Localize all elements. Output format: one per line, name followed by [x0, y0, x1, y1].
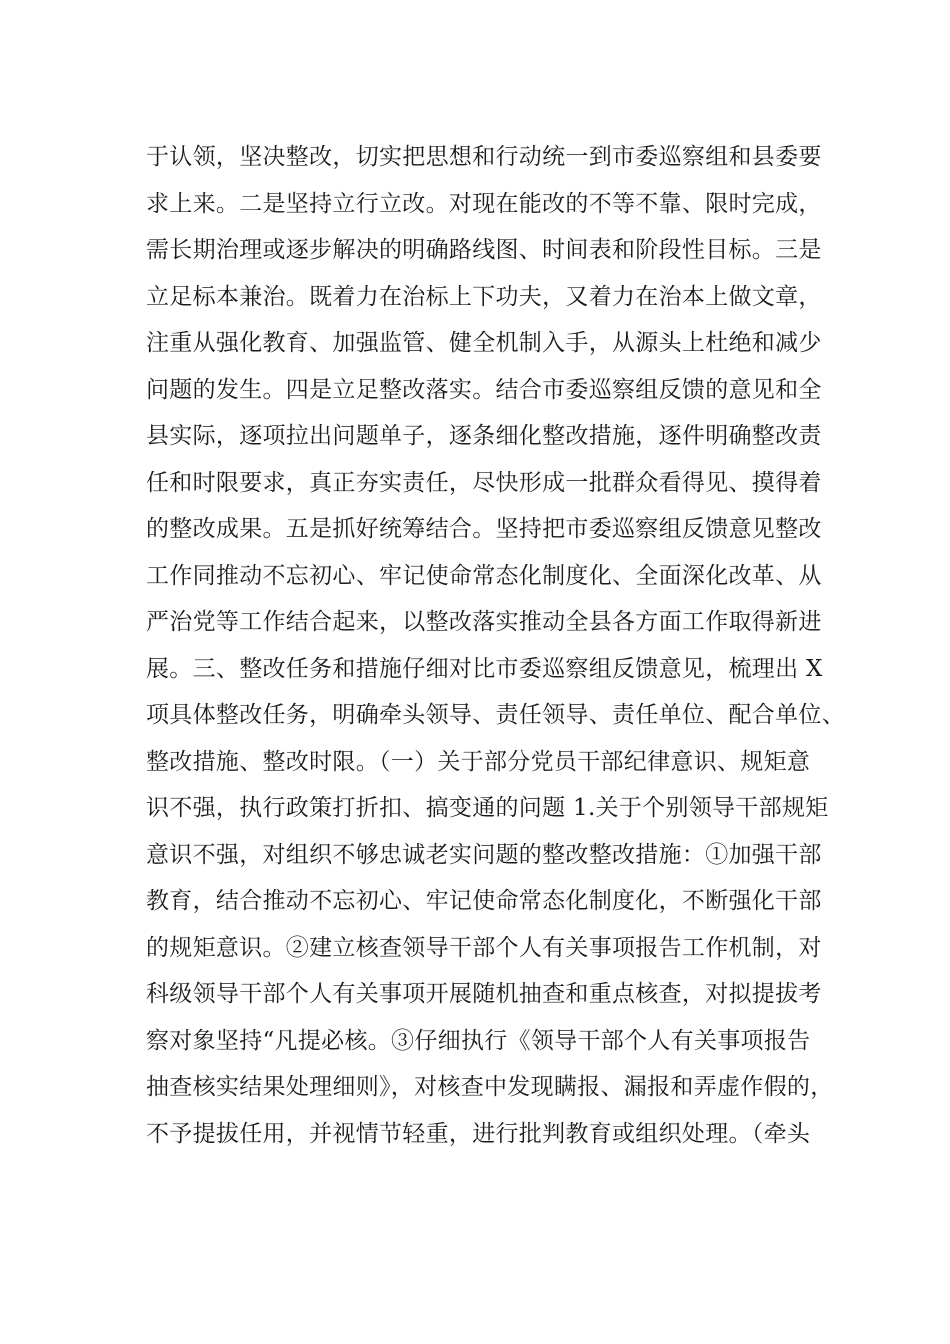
- text-line-9: 的整改成果。五是抓好统筹结合。坚持把市委巡察组反馈意见整改: [146, 516, 822, 542]
- text-line-14: 整改措施、整改时限。（一）关于部分党员干部纪律意识、规矩意: [146, 748, 811, 775]
- text-line-3: 需长期治理或逐步解决的明确路线图、时间表和阶段性目标。三是: [146, 237, 822, 263]
- text-line-7: 县实际，逐项拉出问题单子，逐条细化整改措施，逐件明确整改责: [146, 423, 822, 449]
- text-line-11: 严治党等工作结合起来，以整改落实推动全县各方面工作取得新进: [146, 609, 822, 635]
- text-line-6: 问题的发生。四是立足整改落实。结合市委巡察组反馈的意见和全: [146, 376, 822, 403]
- text-line-16: 意识不强，对组织不够忠诚老实问题的整改整改措施：①加强干部: [146, 841, 822, 868]
- text-line-12: 展。三、整改任务和措施仔细对比市委巡察组反馈意见，梳理出 X: [146, 655, 823, 682]
- text-line-22: 不予提拔任用，并视情节轻重，进行批判教育或组织处理。（牵头: [146, 1120, 811, 1147]
- text-line-4: 立足标本兼治。既着力在治标上下功夫，又着力在治本上做文章，: [146, 283, 822, 310]
- text-line-5: 注重从强化教育、加强监管、健全机制入手，从源头上杜绝和减少: [146, 330, 822, 356]
- document-body-text: [146, 134, 845, 1157]
- text-line-13: 项具体整改任务，明确牵头领导、责任领导、责任单位、配合单位、: [146, 702, 845, 728]
- text-line-18: 的规矩意识。②建立核查领导干部个人有关事项报告工作机制，对: [146, 934, 822, 961]
- text-line-10: 工作同推动不忘初心、牢记使命常态化制度化、全面深化改革、从: [146, 562, 822, 589]
- text-line-8: 任和时限要求，真正夯实责任，尽快形成一批群众看得见、摸得着: [146, 469, 822, 496]
- text-line-17: 教育，结合推动不忘初心、牢记使命常态化制度化，不断强化干部: [146, 888, 822, 914]
- text-line-2: 求上来。二是坚持立行立改。对现在能改的不等不靠、限时完成，: [146, 190, 822, 217]
- text-line-1: 于认领，坚决整改，切实把思想和行动统一到市委巡察组和县委要: [146, 144, 822, 170]
- text-line-20: 察对象坚持“凡提必核。③仔细执行《领导干部个人有关事项报告: [146, 1027, 811, 1054]
- text-line-19: 科级领导干部个人有关事项开展随机抽查和重点核查，对拟提拔考: [146, 981, 822, 1007]
- text-line-15: 识不强，执行政策打折扣、搞变通的问题 1.关于个别领导干部规矩: [146, 795, 829, 821]
- text-line-21: 抽查核实结果处理细则》，对核查中发现瞒报、漏报和弄虚作假的，: [146, 1074, 834, 1100]
